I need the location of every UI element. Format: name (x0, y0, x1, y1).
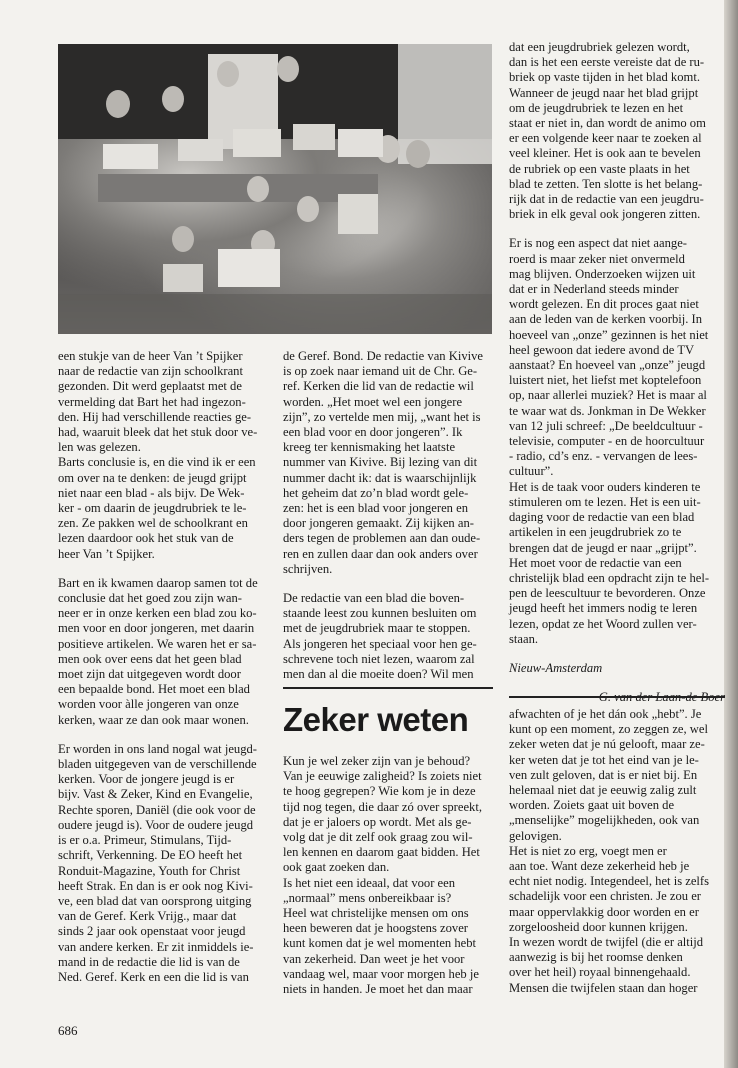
page-edge-shadow (724, 0, 738, 1068)
section-rule-right (509, 696, 725, 698)
photo-illustration (58, 44, 492, 334)
article1-column-2 (283, 349, 491, 696)
article2-paragraph: Kun je wel zeker zijn van je behoud? Van je eeuwige zaligheid? Is zoiets niet te hoog gegrepen? Wie kom je in deze tijd nog tegen, die daar zó over spreekt, dat je er jaloers op wordt. Met als ge- volg dat je dit zelf ook graag zou wil- len kennen en daarom gaat bidden. Het ook gaat zoeken dan. Is het niet een ideaal, dat voor een „normaal” mens onbereikbaar is? Heel wat christelijke mensen om ons heen beweren dat je hoogstens zover kunt komen dat je wel momenten hebt van zekerheid. Dan weet je het voor vandaag wel, maar voor morgen heb je niets in handen. Je moet het dan maar (283, 754, 482, 997)
article1-place: Nieuw-Amsterdam (509, 660, 603, 675)
article1-column-1 (58, 349, 272, 999)
article1-paragraph: een stukje van de heer Van ’t Spijker naar de redactie van zijn schoolkrant gezonden. Dit werd geplaatst met de vermelding dat Bart het had ingezon- den. Hij had verschillende reacties ge- had, waaruit bleek dat het stuk door ve- len was gelezen. Barts conclusie is, en die vind ik er een om over na te denken: de jeugd grijpt niet naar een blad - als bijv. De Wek- ker - om daarin de jeugdrubriek te le- zen. Ze pakken wel de schoolkrant en lezen daardoor ook het stuk van de heer Van ’t Spijker. (58, 349, 258, 561)
page-number: 686 (58, 1023, 78, 1038)
article1-paragraph: Er worden in ons land nogal wat jeugd- bladen uitgegeven van de verschillende kerken. Voor de jongere jeugd is er bijv. Vast & Zeker, Kind en Evangelie, Rechte sporen, Daniël (die ook voor de oudere jeugd is). Voor de oudere jeugd is er o.a. Primeur, Stimulans, Tijd- schrift, Verkenning. De EO heeft het Ronduit-Magazine, Youth for Christ heeft Strak. En dan is er ook nog Kivi- ve, een blad dat van oorsprong uitging van de Geref. Kerk Vrijg., maar dat sinds 2 jaar ook openstaat voor jeugd van andere kerken. Er zit inmiddels ie- mand in de redactie die lid is van de Ned. Geref. Kerk en een die lid is van (58, 741, 258, 984)
article2-column-2 (509, 707, 725, 1010)
article2-column-1 (283, 754, 491, 1011)
article2-headline: Zeker weten (283, 701, 469, 738)
article1-column-3 (509, 40, 725, 719)
article1-paragraph: Bart en ik kwamen daarop samen tot de conclusie dat het goed zou zijn wan- neer er in onze kerken een blad zou ko- men voor en door jongeren, met daarin positieve artikelen. We waren het er sa- men ook over eens dat het geen blad moet zijn dat uitgegeven wordt door een bepaalde bond. Het moet een blad worden voor àlle jongeren van onze kerken, waar ze dan ook maar wonen. (58, 575, 258, 727)
article1-paragraph: dat een jeugdrubriek gelezen wordt, dan is het een eerste vereiste dat de ru- briek op vaste tijden in het blad komt. Wanneer de jeugd naar het blad grijpt om de jeugdrubriek te lezen en het staat er niet in, dan wordt de animo om er een volgende keer naar te zoeken al veel kleiner. Het is ook aan te bevelen de rubriek op een vaste plaats in het blad te zetten. Ten slotte is het belang- rijk dat in de redactie van een jeugdru- briek in elk geval ook jongeren zitten. (509, 40, 706, 222)
article1-paragraph: De redactie van een blad die boven- staande leest zou kunnen besluiten om met de jeugdrubriek maar te stoppen. Als jongeren het speciaal voor hen ge- schrevene toch niet lezen, waarom zal men dan al die moeite doen? Wil men (283, 591, 477, 682)
article1-paragraph: Er is nog een aspect dat niet aange- roerd is maar zeker niet onvermeld mag blijven. Onderzoeken wijzen uit dat er in Nederland steeds minder wordt gelezen. En dit proces gaat niet aan de leden van de kerken voorbij. In hoeveel van „onze” gezinnen is het niet heel gewoon dat iedere avond de TV aanstaat? En hoeveel van „onze” jeugd luistert niet, het liefst met koptelefoon op, naar allerlei muziek? Het is maar al te waar wat ds. Jonkman in De Wekker van 12 juli schreef: „De beeldcultuur - televisie, computer - en de hoorcultuur - radio, cd’s enz. - vervangen de lees- cultuur”. Het is de taak voor ouders kinderen te stimuleren om te lezen. Het is een uit- daging voor de redactie van een blad artikelen in een jeugdrubriek zo te brengen dat de jeugd er naar „grijpt”. Het moet voor de redactie van een christelijk blad een opdracht zijn te hel- pen de leescultuur te bevorderen. Onze jeugd heeft het immers nodig te leren lezen, opdat ze het Woord zullen ver- staan. (509, 236, 710, 646)
article1-paragraph: de Geref. Bond. De redactie van Kivive is op zoek naar iemand uit de Chr. Ge- ref. Kerken die lid van de redactie wil worden. „Het moet wel een jongere zijn”, zo vertelde men mij, „want het is een blad voor en door jongeren”. Ik kreeg ter kennismaking het laatste nummer van Kivive. Bij lezing van dit nummer dacht ik: dat is waarschijnlijk het geheim dat zo’n blad wordt gele- zen: het is een blad voor jongeren en door jongeren gemaakt. Zij kijken an- ders tegen de problemen aan dan oude- ren en zullen daar dan ook anders over schrijven. (283, 349, 484, 576)
photo-children-reading-magazines (58, 44, 492, 334)
section-rule-left (283, 687, 493, 689)
article2-paragraph: afwachten of je het dán ook „hebt”. Je kunt op een moment, zo zeggen ze, wel zeker weten dat je nú gelooft, maar ze- ker weten dat je tot het eind van je le- ven zult geloven, dat is er niet bij. En helemaal niet dat je eeuwig zalig zult worden. Zoiets gaat uit boven de „menselijke” mogelijkheden, ook van gelovigen. Het is niet zo erg, voegt men er aan toe. Want deze zekerheid heb je echt niet nodig. Integendeel, het is zelfs schadelijk voor een christen. Je zou er maar oppervlakkig door worden en er zorgeloosheid door kunnen krijgen. In wezen wordt de twijfel (die er altijd aanwezig is bij het roomse denken over het heil) royaal binnengehaald. Mensen die twijfelen staan dan hoger (509, 707, 710, 995)
